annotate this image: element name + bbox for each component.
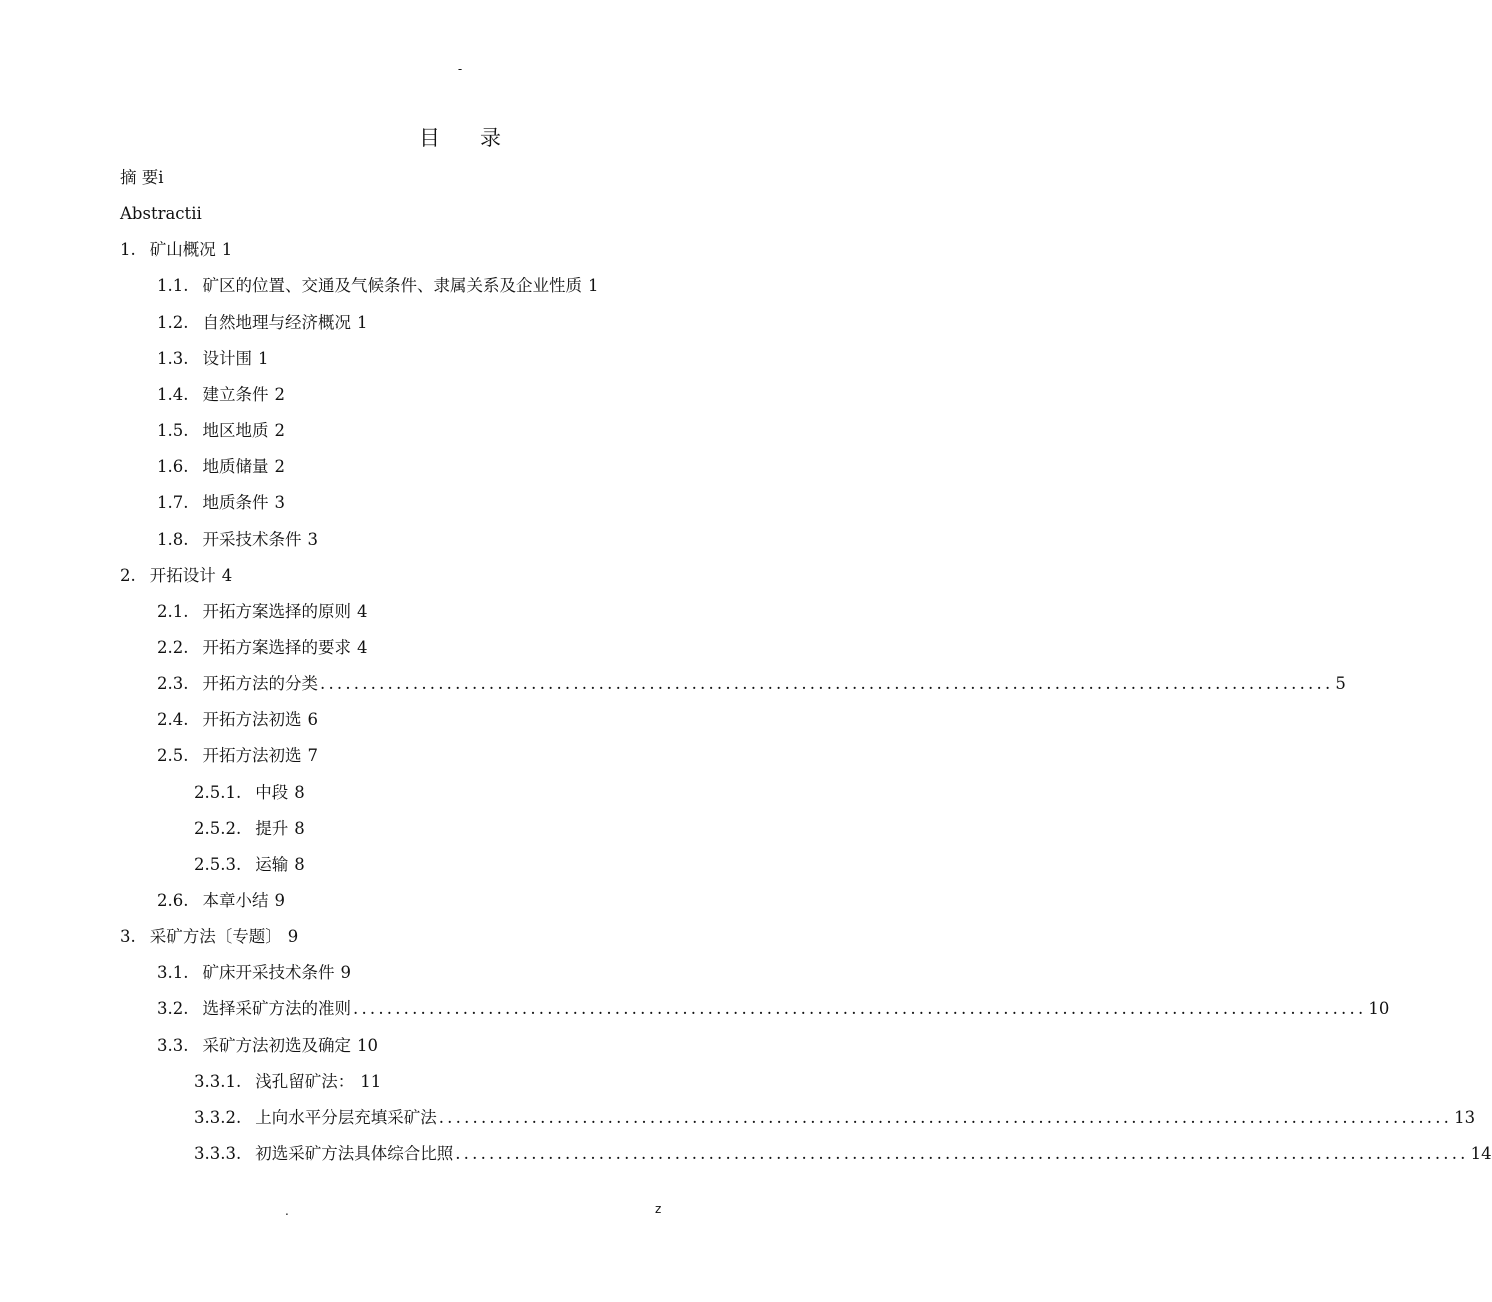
toc-entry[interactable] xyxy=(120,196,202,232)
toc-entry-label: 浅孔留矿法： xyxy=(255,1071,355,1091)
toc-entry-label: 中段 xyxy=(255,782,289,802)
toc-entry-label: 开拓方案选择的原则 xyxy=(202,601,351,621)
toc-entry-page-number: 1 xyxy=(357,312,368,332)
toc-entry-page-number: 2 xyxy=(274,384,285,404)
toc-entry-number: 3. xyxy=(120,927,136,947)
toc-entry[interactable] xyxy=(194,811,305,847)
toc-entry-number: 1.8. xyxy=(157,529,189,549)
toc-entry-number: 2.3. xyxy=(157,674,189,694)
toc-entry-label: 运输 xyxy=(255,854,289,874)
toc-entry[interactable] xyxy=(120,558,232,594)
toc-entry-page-number: 2 xyxy=(274,421,285,441)
toc-entry-page-number: 4 xyxy=(357,601,368,621)
toc-entry-number: 2.5.1. xyxy=(194,782,242,802)
toc-entry[interactable] xyxy=(157,702,318,738)
toc-entry-page-number: 1 xyxy=(258,348,269,368)
toc-entry[interactable] xyxy=(194,847,305,883)
toc-entry[interactable] xyxy=(157,305,368,341)
toc-entry[interactable] xyxy=(157,449,285,485)
toc-entry-page-number: 6 xyxy=(307,710,318,730)
toc-entry-number: 2.5.3. xyxy=(194,854,242,874)
toc-dot-leader: ........................................................................................................................ xyxy=(320,674,1334,694)
page-header-mark: - xyxy=(457,62,463,76)
toc-entry-label: 开拓方案选择的要求 xyxy=(202,637,351,657)
page-footer-left: . xyxy=(285,1204,289,1218)
toc-entry-page-number: 10 xyxy=(357,1035,378,1055)
toc-entry[interactable] xyxy=(194,775,305,811)
toc-entry-page-number: 3 xyxy=(307,529,318,549)
toc-entry[interactable] xyxy=(157,1028,378,1064)
toc-entry-number: 3.3. xyxy=(157,1035,189,1055)
toc-entry-page-number: 13 xyxy=(1454,1107,1476,1127)
toc-entry-label: 地质储量 xyxy=(202,457,269,477)
toc-entry-page-number: 9 xyxy=(287,927,299,947)
toc-entry-page-number: 10 xyxy=(1368,999,1390,1019)
toc-entry-number: 1. xyxy=(120,240,136,260)
toc-dot-leader: ........................................................................................................................ xyxy=(455,1144,1469,1164)
toc-entry-label: 摘 要 xyxy=(120,168,159,187)
toc-entry[interactable] xyxy=(157,522,318,558)
toc-entry-number: 1.4. xyxy=(157,384,189,404)
toc-entry-page-number: 9 xyxy=(274,891,285,910)
toc-entry[interactable] xyxy=(157,377,285,413)
toc-entry-label: 本章小结 xyxy=(202,891,269,910)
toc-entry-label: 采矿方法〔专题〕 xyxy=(149,927,282,947)
toc-entry-number: 1.5. xyxy=(157,421,189,441)
toc-entry[interactable] xyxy=(157,341,269,377)
toc-entry-page-number: 9 xyxy=(340,963,351,983)
toc-entry-page-number: 14 xyxy=(1470,1144,1492,1164)
toc-entry[interactable] xyxy=(157,991,1390,1027)
toc-entry-label: 开拓方法初选 xyxy=(202,710,302,730)
toc-entry-page-number: 8 xyxy=(294,818,305,838)
toc-entry-page-number: 4 xyxy=(221,565,233,585)
toc-entry-number: 3.3.2. xyxy=(194,1107,242,1127)
toc-entry[interactable] xyxy=(120,160,164,196)
toc-entry[interactable] xyxy=(157,738,318,774)
toc-entry-number: 1.6. xyxy=(157,457,189,477)
toc-entry-page-number: 11 xyxy=(360,1071,382,1091)
toc-entry-page-number: 2 xyxy=(274,457,285,477)
toc-entry-label: 地质条件 xyxy=(202,493,269,513)
toc-entry-number: 1.2. xyxy=(157,312,189,332)
toc-entry-number: 2.4. xyxy=(157,710,189,730)
toc-entry[interactable] xyxy=(157,666,1346,702)
toc-entry-label: 建立条件 xyxy=(202,384,269,404)
toc-entry-label: 采矿方法初选及确定 xyxy=(202,1035,351,1055)
toc-entry[interactable] xyxy=(157,883,285,919)
toc-entry[interactable] xyxy=(194,1136,1492,1172)
toc-entry-label: 设计围 xyxy=(202,348,252,368)
toc-entry-number: 3.3.3. xyxy=(194,1144,242,1164)
toc-entry-page-number: 1 xyxy=(221,240,233,260)
toc-entry-label: 上向水平分层充填采矿法 xyxy=(255,1107,437,1127)
toc-entry-page-number: ii xyxy=(191,204,202,224)
toc-entry-page-number: 3 xyxy=(274,493,285,513)
toc-entry-number: 2.5.2. xyxy=(194,818,242,838)
toc-entry-number: 2.6. xyxy=(157,891,189,910)
toc-entry-page-number: i xyxy=(158,168,164,187)
toc-entry-label: 矿区的位置、交通及气候条件、隶属关系及企业性质 xyxy=(202,276,582,296)
toc-entry-label: 开拓方法的分类 xyxy=(202,674,318,694)
toc-entry-number: 2.2. xyxy=(157,637,189,657)
toc-entry-page-number: 7 xyxy=(307,746,318,766)
toc-entry-label: 自然地理与经济概况 xyxy=(202,312,351,332)
toc-title-left: 目 xyxy=(419,126,440,150)
toc-entry[interactable] xyxy=(157,955,351,991)
toc-entry[interactable] xyxy=(157,268,599,304)
toc-entry[interactable] xyxy=(120,919,298,955)
toc-entry-page-number: 8 xyxy=(294,782,305,802)
toc-entry[interactable] xyxy=(157,630,368,666)
toc-entry[interactable] xyxy=(194,1064,381,1100)
toc-entry[interactable] xyxy=(157,413,285,449)
toc-entry-number: 2.5. xyxy=(157,746,189,766)
toc-entry[interactable] xyxy=(194,1100,1476,1136)
toc-entry-number: 3.3.1. xyxy=(194,1071,242,1091)
toc-entry-page-number: 5 xyxy=(1335,674,1346,694)
toc-entry[interactable] xyxy=(157,485,285,521)
toc-entry[interactable] xyxy=(120,232,232,268)
toc-entry-label: 初选采矿方法具体综合比照 xyxy=(255,1144,454,1164)
toc-entry-label: 提升 xyxy=(255,818,289,838)
toc-entry-label: 开拓方法初选 xyxy=(202,746,302,766)
toc-dot-leader: ........................................................................................................................ xyxy=(353,999,1367,1019)
toc-entry-label: 地区地质 xyxy=(202,421,269,441)
toc-entry-number: 2. xyxy=(120,565,136,585)
toc-entry-label: 矿山概况 xyxy=(149,240,216,260)
toc-entry-label: 开拓设计 xyxy=(149,565,216,585)
toc-title xyxy=(0,122,920,152)
toc-entry-number: 1.7. xyxy=(157,493,189,513)
toc-entry[interactable] xyxy=(157,594,368,630)
toc-title-right: 录 xyxy=(480,126,501,150)
toc-dot-leader: ........................................................................................................................ xyxy=(438,1107,1453,1127)
toc-entry-page-number: 1 xyxy=(588,276,599,296)
toc-entry-number: 1.1. xyxy=(157,276,189,296)
toc-entry-number: 3.1. xyxy=(157,963,189,983)
toc-entry-label: 选择采矿方法的准则 xyxy=(202,999,351,1019)
toc-entry-label: 矿床开采技术条件 xyxy=(202,963,335,983)
toc-entry-label: Abstract xyxy=(120,204,192,224)
toc-entry-number: 2.1. xyxy=(157,601,189,621)
toc-entry-label: 开采技术条件 xyxy=(202,529,302,549)
toc-entry-page-number: 8 xyxy=(294,854,305,874)
toc-entry-number: 3.2. xyxy=(157,999,189,1019)
toc-entry-page-number: 4 xyxy=(357,637,368,657)
toc-entry-number: 1.3. xyxy=(157,348,189,368)
page-footer-right: z xyxy=(655,1202,662,1216)
